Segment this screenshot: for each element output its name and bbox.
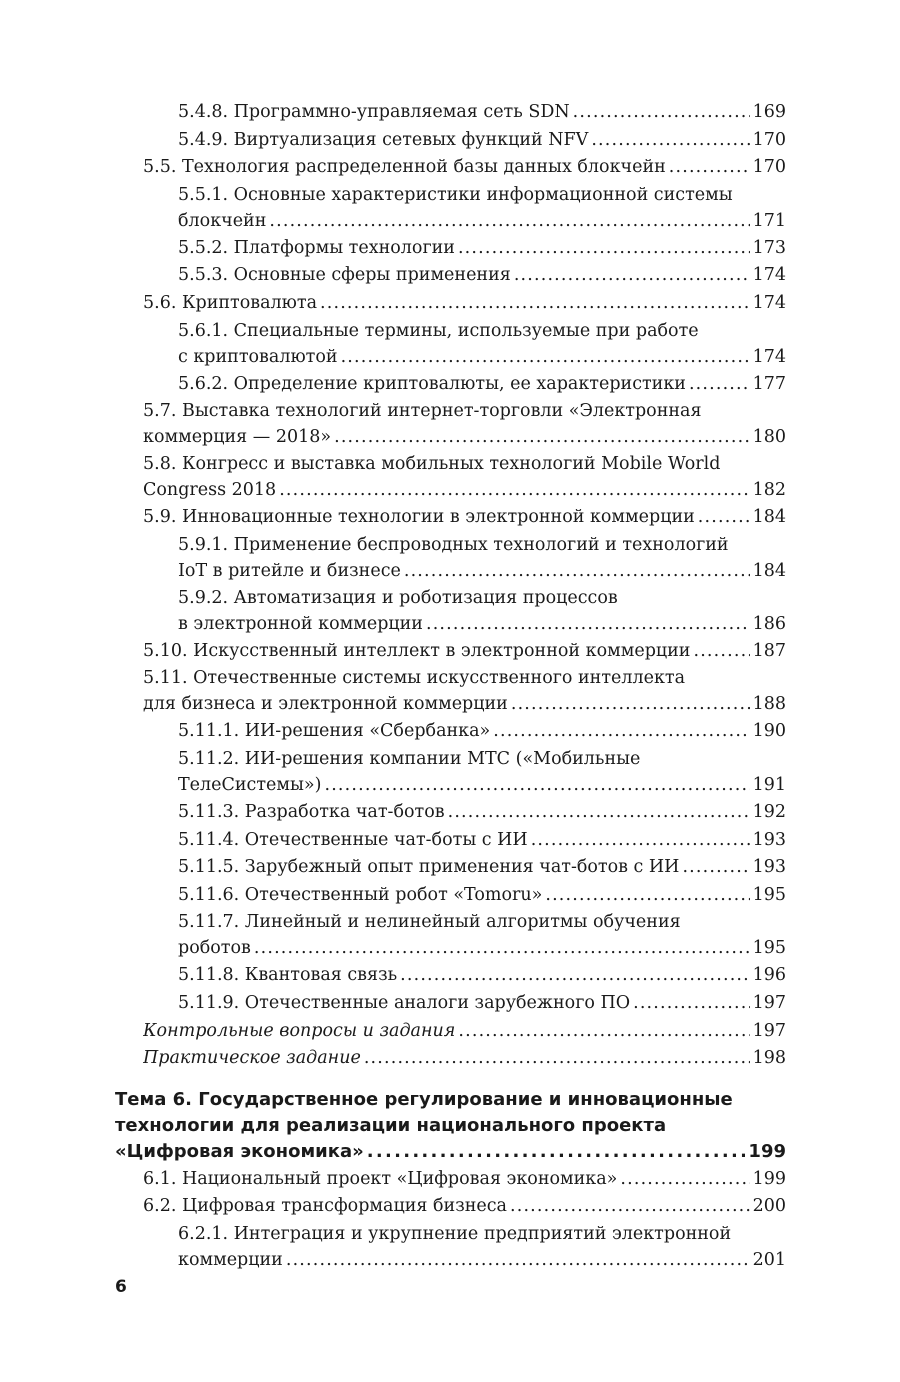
toc-page-number: 184 <box>752 560 786 581</box>
toc-entry-last-line <box>178 882 786 908</box>
toc-entry-title: 5.11.1. ИИ-решения «Сбербанка» <box>178 721 491 742</box>
toc-page-number: 169 <box>752 102 786 122</box>
toc-entry-last-line <box>178 935 786 961</box>
toc-entry-title: 5.5.2. Платформы технологии <box>178 237 455 258</box>
toc-entry-title: 5.11.9. Отечественные аналоги зарубежного ПО <box>178 993 631 1013</box>
toc-entry-line <box>143 451 786 477</box>
toc-page-number: 195 <box>752 884 786 905</box>
dot-leader <box>514 262 750 288</box>
toc-entry-title: для бизнеса и электронной коммерции <box>143 694 508 715</box>
toc-entry-title: Практическое задание <box>143 1048 361 1069</box>
toc-entry-title: в электронной коммерции <box>178 613 423 634</box>
toc-entry-line <box>178 909 786 935</box>
toc-page-number: 188 <box>752 694 786 715</box>
dot-leader <box>404 558 750 584</box>
toc-entry-last-line <box>143 290 786 316</box>
toc-page-number: 190 <box>752 721 786 742</box>
dot-leader <box>545 882 749 908</box>
toc-entry-last-line <box>143 1166 786 1192</box>
toc-page-number: 199 <box>752 1168 786 1189</box>
toc-entry-title: 6.2. Цифровая трансформация бизнеса <box>143 1196 507 1217</box>
dot-leader <box>682 854 749 880</box>
toc-entry-last-line <box>178 772 786 798</box>
toc-page-number: 191 <box>752 775 786 795</box>
toc-entry-last-line <box>178 371 786 397</box>
toc-entry-title: 6.1. Национальный проект «Цифровая экономика» <box>143 1168 618 1189</box>
toc-entry-title: Тема 6. Государственное регулирование и инновационные <box>115 1088 733 1110</box>
toc-entry-title: 5.4.8. Программно-управляемая сеть SDN <box>178 102 570 122</box>
dot-leader <box>620 1166 749 1192</box>
dot-leader <box>324 772 749 798</box>
toc-page-number: 174 <box>752 293 786 313</box>
toc-entry-title: 5.6. Криптовалюта <box>143 293 318 313</box>
toc-page-number: 195 <box>752 938 786 959</box>
toc-entry-line <box>178 182 786 208</box>
toc-entry-last-line <box>143 638 786 664</box>
dot-leader <box>693 638 749 664</box>
toc-page-number: 177 <box>752 373 786 394</box>
toc-entry-title: 6.2.1. Интеграция и укрупнение предприятий электронной <box>178 1224 732 1244</box>
toc-page-number: 200 <box>752 1196 786 1217</box>
dot-leader <box>511 691 750 717</box>
toc-entry-title: 5.6.2. Определение криптовалюты, ее характеристики <box>178 373 686 394</box>
toc-entry-last-line <box>178 127 786 153</box>
dot-leader <box>591 127 749 153</box>
toc-entry-last-line <box>143 1018 786 1044</box>
toc-entry-line <box>178 585 786 611</box>
toc-entry-last-line <box>178 827 786 853</box>
toc-page-number: 170 <box>752 157 786 178</box>
toc-entry-line <box>178 1221 786 1247</box>
toc-page-number: 198 <box>752 1048 786 1069</box>
toc-entry-title: 5.9.2. Автоматизация и роботизация процессов <box>178 587 618 608</box>
toc-entry-title: с криптовалютой <box>178 346 338 367</box>
toc-page-number: 197 <box>752 1020 786 1041</box>
toc-page-number: 187 <box>752 640 786 661</box>
toc-page-number: 184 <box>752 507 786 528</box>
dot-leader <box>458 1018 749 1044</box>
toc-entry-last-line <box>178 262 786 288</box>
toc-entry-title: 5.11.6. Отечественный робот «Tomoru» <box>178 884 543 905</box>
toc-entry-title: блокчейн <box>178 210 267 231</box>
dot-leader <box>279 477 749 503</box>
toc-entry-line <box>143 398 786 424</box>
dot-leader <box>448 799 750 825</box>
toc-entry-title: технологии для реализации национального проекта <box>115 1114 667 1136</box>
toc-entry-last-line <box>143 154 786 180</box>
dot-leader <box>493 718 749 744</box>
toc-entry-last-line <box>178 208 786 234</box>
toc-entry-title: 5.11.4. Отечественные чат-боты с ИИ <box>178 829 528 850</box>
toc-entry-title: 5.11.3. Разработка чат-ботов <box>178 802 445 822</box>
toc-page-number: 193 <box>752 829 786 850</box>
toc-entry-last-line <box>143 477 786 503</box>
toc-entry-last-line <box>143 424 786 450</box>
toc-page-number: 193 <box>752 857 786 878</box>
toc-entry-title: 5.5. Технология распределенной базы данных блокчейн <box>143 157 666 178</box>
toc-entry-title: IoT в ритейле и бизнесе <box>178 560 401 581</box>
dot-leader <box>254 935 750 961</box>
toc-entry-line <box>178 532 786 558</box>
toc-entry-last-line <box>143 1193 786 1219</box>
toc-page-number: 170 <box>752 129 786 150</box>
toc-entry-last-line <box>178 1247 786 1273</box>
dot-leader <box>531 827 750 853</box>
dot-leader <box>400 962 749 988</box>
dot-leader <box>367 1139 746 1165</box>
toc-entry-title: «Цифровая экономика» <box>115 1140 364 1162</box>
toc-entry-title: 5.11. Отечественные системы искусственного интеллекта <box>143 668 686 689</box>
toc-entry-title: 5.9. Инновационные технологии в электронной коммерции <box>143 507 695 528</box>
toc-entry-line <box>178 746 786 772</box>
toc-entry-last-line <box>178 558 786 584</box>
toc-entry-title: 5.9.1. Применение беспроводных технологий и технологий <box>178 534 729 555</box>
toc-entry-line <box>178 318 786 344</box>
toc-page-number: 196 <box>752 965 786 986</box>
dot-leader <box>633 990 750 1016</box>
toc-entry-title: 5.5.1. Основные характеристики информационной системы <box>178 184 733 205</box>
toc-entry-title: 5.8. Конгресс и выставка мобильных технологий Mobile World <box>143 454 721 475</box>
dot-leader <box>573 99 750 125</box>
toc-page-number: 171 <box>752 210 786 231</box>
dot-leader <box>689 371 750 397</box>
toc-entry-title: 5.10. Искусственный интеллект в электронной коммерции <box>143 640 691 661</box>
toc-page-number: 192 <box>752 802 786 822</box>
toc-entry-last-line <box>178 799 786 825</box>
dot-leader <box>341 344 750 370</box>
toc-entry-title: коммерции <box>178 1250 283 1270</box>
toc-entry-title: коммерция — 2018» <box>143 427 332 448</box>
dot-leader <box>698 504 750 530</box>
toc-page-number: 197 <box>752 993 786 1013</box>
toc-entry-title: 5.11.7. Линейный и нелинейный алгоритмы обучения <box>178 912 681 933</box>
toc-entry-title: Congress 2018 <box>143 480 277 501</box>
toc-entry-title: 5.11.2. ИИ-решения компании МТС («Мобильные <box>178 749 641 769</box>
toc-page-number: 201 <box>752 1250 786 1270</box>
dot-leader <box>320 290 750 316</box>
toc-entry-line <box>115 1113 786 1139</box>
dot-leader <box>426 611 750 637</box>
toc-page-number: 186 <box>752 613 786 634</box>
toc-entry-title: 5.5.3. Основные сферы применения <box>178 265 511 286</box>
toc-entry-title: 5.6.1. Специальные термины, используемые при работе <box>178 320 699 341</box>
toc-entry-line <box>115 1087 786 1113</box>
toc-entry-last-line <box>178 235 786 261</box>
dot-leader <box>458 235 750 261</box>
toc-page-number: 199 <box>748 1140 786 1162</box>
toc-entry-title: 5.7. Выставка технологий интернет-торговли «Электронная <box>143 401 702 422</box>
page-number: 6 <box>115 1277 127 1297</box>
toc-entry-line <box>143 665 786 691</box>
toc-entry-title: 5.4.9. Виртуализация сетевых функций NFV <box>178 129 589 150</box>
dot-leader <box>334 424 750 450</box>
toc-entry-last-line <box>178 854 786 880</box>
toc-entry-title: 5.11.8. Квантовая связь <box>178 965 398 986</box>
toc-entry-last-line <box>143 691 786 717</box>
toc-entry-last-line <box>115 1139 786 1165</box>
toc-entry-last-line <box>178 990 786 1016</box>
toc-entry-last-line <box>178 718 786 744</box>
toc-page-number: 182 <box>752 480 786 501</box>
toc-entry-last-line <box>143 1045 786 1071</box>
toc-page-number: 173 <box>752 237 786 258</box>
toc-entry-title: Контрольные вопросы и задания <box>143 1020 456 1041</box>
toc-page-number: 180 <box>752 427 786 448</box>
dot-leader <box>286 1247 750 1273</box>
toc-entry-last-line <box>178 99 786 125</box>
dot-leader <box>510 1193 750 1219</box>
toc-entry-last-line <box>143 504 786 530</box>
toc-entry-last-line <box>178 344 786 370</box>
toc-entry-title: ТелеСистемы») <box>178 775 322 795</box>
dot-leader <box>669 154 750 180</box>
dot-leader <box>269 208 749 234</box>
toc-entry-title: 5.11.5. Зарубежный опыт применения чат-ботов с ИИ <box>178 857 680 878</box>
toc-entry-last-line <box>178 962 786 988</box>
dot-leader <box>364 1045 750 1071</box>
toc-page-number: 174 <box>752 346 786 367</box>
toc-page-number: 174 <box>752 265 786 286</box>
toc-entry-last-line <box>178 611 786 637</box>
toc-entry-title: роботов <box>178 938 251 959</box>
